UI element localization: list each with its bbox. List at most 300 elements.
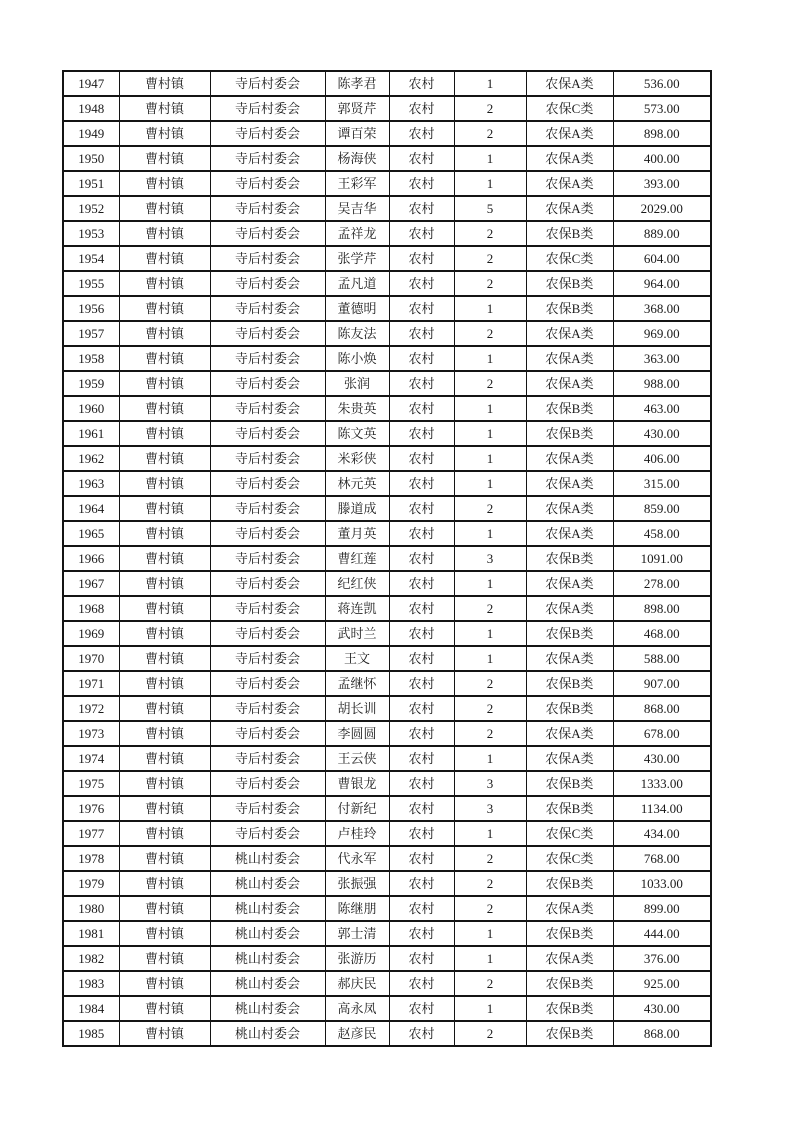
cell-person-count: 1 xyxy=(454,646,526,671)
cell-amount: 573.00 xyxy=(613,96,711,121)
cell-person-name: 孟凡道 xyxy=(325,271,389,296)
cell-seq-no: 1983 xyxy=(63,971,119,996)
cell-person-name: 蒋连凯 xyxy=(325,596,389,621)
cell-village-committee: 寺后村委会 xyxy=(210,271,325,296)
cell-seq-no: 1959 xyxy=(63,371,119,396)
cell-town: 曹村镇 xyxy=(119,721,210,746)
cell-village-committee: 寺后村委会 xyxy=(210,371,325,396)
cell-person-count: 2 xyxy=(454,221,526,246)
cell-town: 曹村镇 xyxy=(119,221,210,246)
cell-seq-no: 1982 xyxy=(63,946,119,971)
cell-person-count: 5 xyxy=(454,196,526,221)
cell-person-name: 武时兰 xyxy=(325,621,389,646)
cell-residence-type: 农村 xyxy=(389,496,454,521)
cell-town: 曹村镇 xyxy=(119,321,210,346)
cell-seq-no: 1962 xyxy=(63,446,119,471)
cell-amount: 393.00 xyxy=(613,171,711,196)
cell-town: 曹村镇 xyxy=(119,396,210,421)
cell-village-committee: 寺后村委会 xyxy=(210,796,325,821)
cell-insurance-class: 农保B类 xyxy=(526,921,613,946)
table-row xyxy=(63,146,711,171)
cell-insurance-class: 农保B类 xyxy=(526,671,613,696)
cell-person-count: 3 xyxy=(454,796,526,821)
cell-residence-type: 农村 xyxy=(389,946,454,971)
cell-amount: 2029.00 xyxy=(613,196,711,221)
cell-village-committee: 寺后村委会 xyxy=(210,321,325,346)
cell-insurance-class: 农保B类 xyxy=(526,771,613,796)
table-row xyxy=(63,671,711,696)
cell-insurance-class: 农保A类 xyxy=(526,721,613,746)
cell-insurance-class: 农保A类 xyxy=(526,371,613,396)
cell-seq-no: 1958 xyxy=(63,346,119,371)
table-row xyxy=(63,371,711,396)
cell-village-committee: 寺后村委会 xyxy=(210,396,325,421)
cell-amount: 604.00 xyxy=(613,246,711,271)
cell-residence-type: 农村 xyxy=(389,696,454,721)
cell-amount: 899.00 xyxy=(613,896,711,921)
cell-residence-type: 农村 xyxy=(389,271,454,296)
cell-person-count: 1 xyxy=(454,946,526,971)
cell-residence-type: 农村 xyxy=(389,921,454,946)
cell-village-committee: 寺后村委会 xyxy=(210,621,325,646)
table-row xyxy=(63,571,711,596)
cell-seq-no: 1948 xyxy=(63,96,119,121)
cell-person-count: 2 xyxy=(454,496,526,521)
cell-insurance-class: 农保C类 xyxy=(526,246,613,271)
cell-amount: 463.00 xyxy=(613,396,711,421)
cell-person-name: 胡长训 xyxy=(325,696,389,721)
cell-insurance-class: 农保B类 xyxy=(526,996,613,1021)
cell-seq-no: 1955 xyxy=(63,271,119,296)
cell-amount: 430.00 xyxy=(613,421,711,446)
cell-insurance-class: 农保A类 xyxy=(526,596,613,621)
table-row xyxy=(63,821,711,846)
cell-village-committee: 寺后村委会 xyxy=(210,96,325,121)
cell-seq-no: 1975 xyxy=(63,771,119,796)
cell-residence-type: 农村 xyxy=(389,121,454,146)
table-row xyxy=(63,171,711,196)
cell-person-count: 1 xyxy=(454,396,526,421)
cell-insurance-class: 农保A类 xyxy=(526,346,613,371)
cell-seq-no: 1951 xyxy=(63,171,119,196)
cell-village-committee: 寺后村委会 xyxy=(210,671,325,696)
cell-village-committee: 寺后村委会 xyxy=(210,521,325,546)
cell-person-count: 1 xyxy=(454,71,526,96)
cell-seq-no: 1964 xyxy=(63,496,119,521)
cell-residence-type: 农村 xyxy=(389,346,454,371)
cell-seq-no: 1973 xyxy=(63,721,119,746)
cell-town: 曹村镇 xyxy=(119,996,210,1021)
cell-seq-no: 1977 xyxy=(63,821,119,846)
cell-person-count: 3 xyxy=(454,771,526,796)
cell-seq-no: 1984 xyxy=(63,996,119,1021)
cell-insurance-class: 农保B类 xyxy=(526,546,613,571)
cell-amount: 444.00 xyxy=(613,921,711,946)
cell-amount: 678.00 xyxy=(613,721,711,746)
cell-village-committee: 寺后村委会 xyxy=(210,821,325,846)
cell-residence-type: 农村 xyxy=(389,221,454,246)
cell-amount: 1033.00 xyxy=(613,871,711,896)
cell-residence-type: 农村 xyxy=(389,621,454,646)
cell-residence-type: 农村 xyxy=(389,371,454,396)
cell-seq-no: 1970 xyxy=(63,646,119,671)
cell-person-count: 2 xyxy=(454,721,526,746)
cell-village-committee: 寺后村委会 xyxy=(210,121,325,146)
cell-insurance-class: 农保A类 xyxy=(526,471,613,496)
cell-residence-type: 农村 xyxy=(389,996,454,1021)
cell-person-name: 陈文英 xyxy=(325,421,389,446)
table-row xyxy=(63,396,711,421)
cell-person-name: 曹银龙 xyxy=(325,771,389,796)
cell-town: 曹村镇 xyxy=(119,446,210,471)
cell-town: 曹村镇 xyxy=(119,246,210,271)
cell-amount: 907.00 xyxy=(613,671,711,696)
cell-town: 曹村镇 xyxy=(119,621,210,646)
cell-amount: 406.00 xyxy=(613,446,711,471)
cell-village-committee: 寺后村委会 xyxy=(210,596,325,621)
cell-person-name: 纪红侠 xyxy=(325,571,389,596)
cell-seq-no: 1953 xyxy=(63,221,119,246)
cell-person-count: 2 xyxy=(454,596,526,621)
cell-village-committee: 寺后村委会 xyxy=(210,421,325,446)
cell-person-name: 王云侠 xyxy=(325,746,389,771)
table-row xyxy=(63,646,711,671)
cell-insurance-class: 农保C类 xyxy=(526,821,613,846)
cell-insurance-class: 农保B类 xyxy=(526,296,613,321)
table-row xyxy=(63,946,711,971)
table-row xyxy=(63,196,711,221)
cell-village-committee: 寺后村委会 xyxy=(210,496,325,521)
cell-residence-type: 农村 xyxy=(389,746,454,771)
cell-residence-type: 农村 xyxy=(389,171,454,196)
cell-insurance-class: 农保B类 xyxy=(526,1021,613,1046)
table-row xyxy=(63,746,711,771)
cell-amount: 1091.00 xyxy=(613,546,711,571)
table-row xyxy=(63,96,711,121)
cell-insurance-class: 农保C类 xyxy=(526,846,613,871)
cell-insurance-class: 农保A类 xyxy=(526,646,613,671)
cell-person-name: 张学芹 xyxy=(325,246,389,271)
cell-residence-type: 农村 xyxy=(389,521,454,546)
cell-town: 曹村镇 xyxy=(119,296,210,321)
cell-seq-no: 1956 xyxy=(63,296,119,321)
cell-person-count: 1 xyxy=(454,471,526,496)
cell-amount: 964.00 xyxy=(613,271,711,296)
cell-town: 曹村镇 xyxy=(119,271,210,296)
cell-person-name: 代永军 xyxy=(325,846,389,871)
cell-amount: 278.00 xyxy=(613,571,711,596)
table-row xyxy=(63,771,711,796)
table-row xyxy=(63,546,711,571)
cell-town: 曹村镇 xyxy=(119,571,210,596)
cell-amount: 859.00 xyxy=(613,496,711,521)
cell-person-count: 1 xyxy=(454,171,526,196)
cell-seq-no: 1960 xyxy=(63,396,119,421)
data-table xyxy=(62,70,712,1047)
cell-amount: 363.00 xyxy=(613,346,711,371)
cell-amount: 588.00 xyxy=(613,646,711,671)
cell-person-name: 杨海侠 xyxy=(325,146,389,171)
cell-person-count: 1 xyxy=(454,571,526,596)
cell-person-count: 1 xyxy=(454,621,526,646)
table-row xyxy=(63,421,711,446)
cell-village-committee: 寺后村委会 xyxy=(210,746,325,771)
cell-person-name: 郭贤芹 xyxy=(325,96,389,121)
cell-insurance-class: 农保B类 xyxy=(526,221,613,246)
cell-town: 曹村镇 xyxy=(119,871,210,896)
cell-residence-type: 农村 xyxy=(389,471,454,496)
cell-town: 曹村镇 xyxy=(119,796,210,821)
cell-village-committee: 桃山村委会 xyxy=(210,996,325,1021)
table-row xyxy=(63,121,711,146)
cell-amount: 430.00 xyxy=(613,996,711,1021)
cell-person-name: 董德明 xyxy=(325,296,389,321)
cell-insurance-class: 农保A类 xyxy=(526,521,613,546)
cell-amount: 988.00 xyxy=(613,371,711,396)
cell-amount: 889.00 xyxy=(613,221,711,246)
cell-seq-no: 1954 xyxy=(63,246,119,271)
cell-seq-no: 1950 xyxy=(63,146,119,171)
table-row xyxy=(63,846,711,871)
cell-town: 曹村镇 xyxy=(119,521,210,546)
cell-seq-no: 1949 xyxy=(63,121,119,146)
cell-seq-no: 1985 xyxy=(63,1021,119,1046)
cell-town: 曹村镇 xyxy=(119,171,210,196)
cell-person-name: 张振强 xyxy=(325,871,389,896)
cell-person-name: 王文 xyxy=(325,646,389,671)
cell-insurance-class: 农保A类 xyxy=(526,896,613,921)
cell-seq-no: 1966 xyxy=(63,546,119,571)
cell-residence-type: 农村 xyxy=(389,246,454,271)
cell-person-count: 2 xyxy=(454,271,526,296)
cell-town: 曹村镇 xyxy=(119,771,210,796)
table-row xyxy=(63,921,711,946)
cell-residence-type: 农村 xyxy=(389,446,454,471)
cell-person-count: 2 xyxy=(454,321,526,346)
cell-insurance-class: 农保A类 xyxy=(526,146,613,171)
cell-seq-no: 1978 xyxy=(63,846,119,871)
cell-town: 曹村镇 xyxy=(119,821,210,846)
cell-insurance-class: 农保B类 xyxy=(526,396,613,421)
cell-seq-no: 1961 xyxy=(63,421,119,446)
cell-seq-no: 1980 xyxy=(63,896,119,921)
cell-amount: 468.00 xyxy=(613,621,711,646)
cell-person-name: 卢桂玲 xyxy=(325,821,389,846)
cell-person-count: 1 xyxy=(454,446,526,471)
cell-residence-type: 农村 xyxy=(389,896,454,921)
cell-person-count: 1 xyxy=(454,346,526,371)
cell-person-count: 2 xyxy=(454,846,526,871)
cell-seq-no: 1974 xyxy=(63,746,119,771)
cell-residence-type: 农村 xyxy=(389,971,454,996)
cell-residence-type: 农村 xyxy=(389,396,454,421)
cell-person-name: 付新纪 xyxy=(325,796,389,821)
cell-seq-no: 1971 xyxy=(63,671,119,696)
cell-residence-type: 农村 xyxy=(389,196,454,221)
cell-town: 曹村镇 xyxy=(119,121,210,146)
cell-town: 曹村镇 xyxy=(119,596,210,621)
cell-amount: 1333.00 xyxy=(613,771,711,796)
cell-person-name: 陈友法 xyxy=(325,321,389,346)
cell-town: 曹村镇 xyxy=(119,671,210,696)
cell-town: 曹村镇 xyxy=(119,146,210,171)
cell-amount: 376.00 xyxy=(613,946,711,971)
cell-village-committee: 寺后村委会 xyxy=(210,71,325,96)
cell-person-name: 郝庆民 xyxy=(325,971,389,996)
cell-person-count: 1 xyxy=(454,521,526,546)
cell-residence-type: 农村 xyxy=(389,671,454,696)
cell-seq-no: 1947 xyxy=(63,71,119,96)
cell-residence-type: 农村 xyxy=(389,321,454,346)
cell-person-name: 陈继朋 xyxy=(325,896,389,921)
cell-town: 曹村镇 xyxy=(119,646,210,671)
cell-seq-no: 1967 xyxy=(63,571,119,596)
cell-seq-no: 1968 xyxy=(63,596,119,621)
cell-person-count: 1 xyxy=(454,921,526,946)
table-row xyxy=(63,1021,711,1046)
cell-insurance-class: 农保B类 xyxy=(526,971,613,996)
table-row xyxy=(63,271,711,296)
cell-residence-type: 农村 xyxy=(389,96,454,121)
table-row xyxy=(63,596,711,621)
cell-town: 曹村镇 xyxy=(119,546,210,571)
cell-person-count: 2 xyxy=(454,971,526,996)
cell-town: 曹村镇 xyxy=(119,1021,210,1046)
cell-person-name: 董月英 xyxy=(325,521,389,546)
cell-amount: 898.00 xyxy=(613,121,711,146)
table-row xyxy=(63,696,711,721)
cell-residence-type: 农村 xyxy=(389,546,454,571)
cell-amount: 868.00 xyxy=(613,1021,711,1046)
table-row xyxy=(63,521,711,546)
cell-insurance-class: 农保B类 xyxy=(526,696,613,721)
cell-village-committee: 桃山村委会 xyxy=(210,971,325,996)
cell-village-committee: 寺后村委会 xyxy=(210,646,325,671)
cell-person-count: 1 xyxy=(454,296,526,321)
cell-amount: 898.00 xyxy=(613,596,711,621)
cell-seq-no: 1979 xyxy=(63,871,119,896)
table-row xyxy=(63,496,711,521)
table-row xyxy=(63,871,711,896)
cell-insurance-class: 农保A类 xyxy=(526,71,613,96)
cell-residence-type: 农村 xyxy=(389,646,454,671)
cell-amount: 868.00 xyxy=(613,696,711,721)
cell-person-name: 李圆圆 xyxy=(325,721,389,746)
cell-town: 曹村镇 xyxy=(119,946,210,971)
cell-residence-type: 农村 xyxy=(389,296,454,321)
cell-insurance-class: 农保A类 xyxy=(526,321,613,346)
cell-person-count: 2 xyxy=(454,96,526,121)
cell-residence-type: 农村 xyxy=(389,421,454,446)
cell-insurance-class: 农保A类 xyxy=(526,496,613,521)
cell-person-count: 2 xyxy=(454,871,526,896)
cell-town: 曹村镇 xyxy=(119,71,210,96)
cell-seq-no: 1969 xyxy=(63,621,119,646)
cell-person-name: 张润 xyxy=(325,371,389,396)
cell-insurance-class: 农保B类 xyxy=(526,871,613,896)
cell-person-count: 2 xyxy=(454,696,526,721)
cell-village-committee: 寺后村委会 xyxy=(210,571,325,596)
cell-amount: 458.00 xyxy=(613,521,711,546)
cell-amount: 969.00 xyxy=(613,321,711,346)
cell-insurance-class: 农保A类 xyxy=(526,746,613,771)
cell-person-name: 郭士清 xyxy=(325,921,389,946)
table-row xyxy=(63,621,711,646)
table-row xyxy=(63,246,711,271)
table-row xyxy=(63,71,711,96)
cell-person-count: 1 xyxy=(454,746,526,771)
cell-village-committee: 桃山村委会 xyxy=(210,896,325,921)
cell-town: 曹村镇 xyxy=(119,846,210,871)
cell-town: 曹村镇 xyxy=(119,921,210,946)
cell-town: 曹村镇 xyxy=(119,896,210,921)
table-row xyxy=(63,471,711,496)
cell-amount: 1134.00 xyxy=(613,796,711,821)
cell-amount: 315.00 xyxy=(613,471,711,496)
cell-residence-type: 农村 xyxy=(389,571,454,596)
cell-village-committee: 寺后村委会 xyxy=(210,771,325,796)
cell-person-name: 朱贵英 xyxy=(325,396,389,421)
cell-seq-no: 1957 xyxy=(63,321,119,346)
cell-person-name: 孟祥龙 xyxy=(325,221,389,246)
cell-village-committee: 寺后村委会 xyxy=(210,696,325,721)
cell-insurance-class: 农保B类 xyxy=(526,621,613,646)
cell-insurance-class: 农保A类 xyxy=(526,946,613,971)
cell-residence-type: 农村 xyxy=(389,821,454,846)
table-row xyxy=(63,896,711,921)
cell-seq-no: 1976 xyxy=(63,796,119,821)
table-row xyxy=(63,721,711,746)
cell-amount: 768.00 xyxy=(613,846,711,871)
cell-residence-type: 农村 xyxy=(389,796,454,821)
table-body xyxy=(63,71,711,1046)
cell-amount: 368.00 xyxy=(613,296,711,321)
cell-village-committee: 寺后村委会 xyxy=(210,471,325,496)
cell-village-committee: 寺后村委会 xyxy=(210,546,325,571)
cell-insurance-class: 农保A类 xyxy=(526,171,613,196)
cell-person-name: 滕道成 xyxy=(325,496,389,521)
cell-village-committee: 桃山村委会 xyxy=(210,921,325,946)
cell-town: 曹村镇 xyxy=(119,746,210,771)
cell-amount: 400.00 xyxy=(613,146,711,171)
cell-person-count: 2 xyxy=(454,671,526,696)
cell-village-committee: 寺后村委会 xyxy=(210,146,325,171)
table-row xyxy=(63,796,711,821)
cell-village-committee: 桃山村委会 xyxy=(210,871,325,896)
cell-amount: 430.00 xyxy=(613,746,711,771)
cell-person-name: 陈小焕 xyxy=(325,346,389,371)
cell-town: 曹村镇 xyxy=(119,496,210,521)
cell-seq-no: 1981 xyxy=(63,921,119,946)
table-row xyxy=(63,296,711,321)
cell-residence-type: 农村 xyxy=(389,871,454,896)
cell-residence-type: 农村 xyxy=(389,846,454,871)
cell-village-committee: 桃山村委会 xyxy=(210,846,325,871)
cell-person-count: 1 xyxy=(454,421,526,446)
cell-seq-no: 1952 xyxy=(63,196,119,221)
cell-village-committee: 寺后村委会 xyxy=(210,721,325,746)
cell-town: 曹村镇 xyxy=(119,696,210,721)
cell-person-name: 张游历 xyxy=(325,946,389,971)
cell-person-count: 1 xyxy=(454,996,526,1021)
cell-amount: 434.00 xyxy=(613,821,711,846)
cell-village-committee: 桃山村委会 xyxy=(210,1021,325,1046)
cell-town: 曹村镇 xyxy=(119,971,210,996)
cell-town: 曹村镇 xyxy=(119,96,210,121)
table-row xyxy=(63,446,711,471)
cell-residence-type: 农村 xyxy=(389,771,454,796)
cell-person-count: 2 xyxy=(454,371,526,396)
